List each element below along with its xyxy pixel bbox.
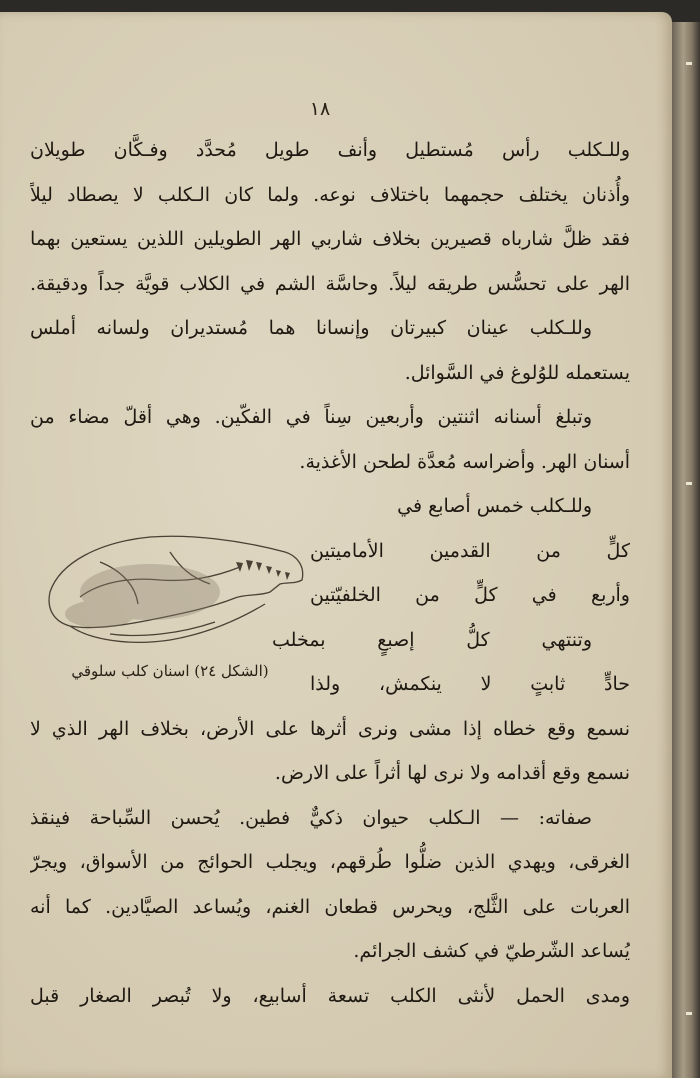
text-line: وللـكلب عينان كبيرتان وإنسانا هما مُستديران ولسانه أملس bbox=[30, 317, 592, 339]
text-line: ومدى الحمل لأنثى الكلب تسعة أسابيع، ولا تُبصر الصغار قبل bbox=[30, 984, 630, 1007]
text-line: العربات على الثَّلج، ويحرس قطعان الغنم، ويُساعد الصيَّادين. كما أنه bbox=[30, 895, 630, 918]
text-line: وأربع في كلٍّ من الخلفيّتين bbox=[310, 584, 630, 606]
text-line: أسنان الهر. وأضراسه مُعدَّة لطحن الأغذية. bbox=[299, 450, 630, 473]
book-page bbox=[0, 12, 672, 1078]
binding-thread bbox=[686, 482, 692, 485]
text-line: وللـكلب خمس أصابع في bbox=[397, 495, 592, 517]
text-line: نسمع وقع أقدامه ولا نرى لها أثراً على الارض. bbox=[274, 762, 630, 784]
text-line: وتنتهي كلُّ إصبعٍ بمخلب bbox=[272, 628, 592, 651]
text-line: فقد ظلَّ شارباه قصيرين بخلاف شاربي الهر الطويلين اللذين يستعين بهما bbox=[30, 228, 630, 250]
page-stack-edge bbox=[672, 22, 700, 1078]
figure-caption: (الشكل ٢٤) اسنان كلب سلوقي bbox=[71, 662, 269, 680]
page-number: ١٨ bbox=[309, 98, 331, 120]
text-line: الهر على تحسُّس طريقه ليلاً. وحاسَّة الشم في الكلاب قويَّة جداً ودقيقة. bbox=[30, 272, 630, 295]
text-line: وللـكلب رأس مُستطيل وأنف طويل مُحدَّد وفـكَّان طويلان bbox=[30, 139, 630, 161]
text-line: يستعمله للوُلوغ في السَّوائل. bbox=[404, 361, 630, 384]
text-line: صفاته: — الـكلب حيوان ذكيٌّ فطين. يُحسن السِّباحة فينقذ bbox=[30, 806, 592, 829]
text-line: نسمع وقع خطاه إذا مشى ونرى أثرها على الأرض، بخلاف الهر الذي لا bbox=[30, 717, 630, 740]
text-line: حادٍّ ثابتٍ لا ينكمش، ولذا bbox=[310, 673, 630, 695]
text-line: كلٍّ من القدمين الأماميتين bbox=[310, 539, 630, 562]
text-line: يُساعد الشّرطيّ في كشف الجرائم. bbox=[353, 940, 630, 962]
text-line: وتبلغ أسنانه اثنتين وأربعين سِناً في الفكّين. وهي أقلّ مضاء من bbox=[30, 406, 592, 428]
dog-skull-icon bbox=[40, 522, 310, 657]
binding-thread bbox=[686, 62, 692, 65]
binding-thread bbox=[686, 1012, 692, 1015]
text-line: الغرقى، ويهدي الذين ضلُّوا طُرقهم، ويجلب الحوائج من الأسواق، ويجرّ bbox=[30, 851, 630, 873]
text-line: وأُذنان يختلف حجمهما باختلاف نوعه. ولما كان الـكلب لا يصطاد ليلاً bbox=[30, 183, 630, 206]
figure bbox=[30, 514, 320, 699]
